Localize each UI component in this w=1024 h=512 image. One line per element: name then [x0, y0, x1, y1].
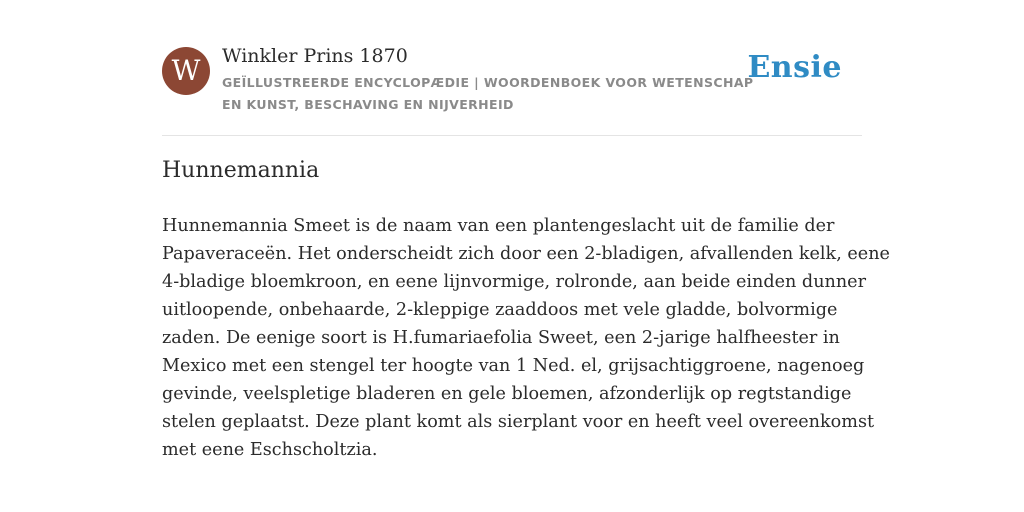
source-avatar[interactable]: W — [162, 47, 210, 95]
entry-body-line: Papaveraceën. Het onderscheidt zich door een 2-bladigen, afvallenden kelk, eene — [162, 244, 890, 264]
entry-title: Hunnemannia — [162, 158, 320, 183]
entry-body-line: 4-bladige bloemkroon, en eene lijnvormige, rolronde, aan beide einden dunner — [162, 272, 867, 292]
entry-body-line: Mexico met een stengel ter hoogte van 1 Ned. el, grijsachtiggroene, nagenoeg — [162, 356, 865, 376]
source-title[interactable]: Winkler Prins 1870 — [222, 45, 408, 67]
header-divider — [162, 135, 862, 136]
entry-body-line: Hunnemannia Smeet is de naam van een plantengeslacht uit de familie der — [162, 216, 835, 236]
entry-body-line: uitloopende, onbehaarde, 2-kleppige zaaddoos met vele gladde, bolvormige — [162, 300, 838, 320]
source-header — [162, 44, 862, 120]
source-subtitle: GEÏLLUSTREERDE ENCYCLOPÆDIE | WOORDENBOEK VOOR WETENSCHAP EN KUNST, BESCHAVING EN NIJVERHEID — [222, 75, 754, 112]
entry-body-line: met eene Eschscholtzia. — [162, 440, 378, 460]
entry-body-line: zaden. De eenige soort is H.fumariaefolia Sweet, een 2-jarige halfheester in — [162, 328, 840, 348]
entry-body — [162, 212, 890, 464]
ensie-logo[interactable]: Ensie — [747, 50, 842, 85]
entry-body-line: stelen geplaatst. Deze plant komt als sierplant voor en heeft veel overeenkomst — [162, 412, 875, 432]
entry-body-line: gevinde, veelspletige bladeren en gele bloemen, afzonderlijk op regtstandige — [162, 384, 852, 404]
